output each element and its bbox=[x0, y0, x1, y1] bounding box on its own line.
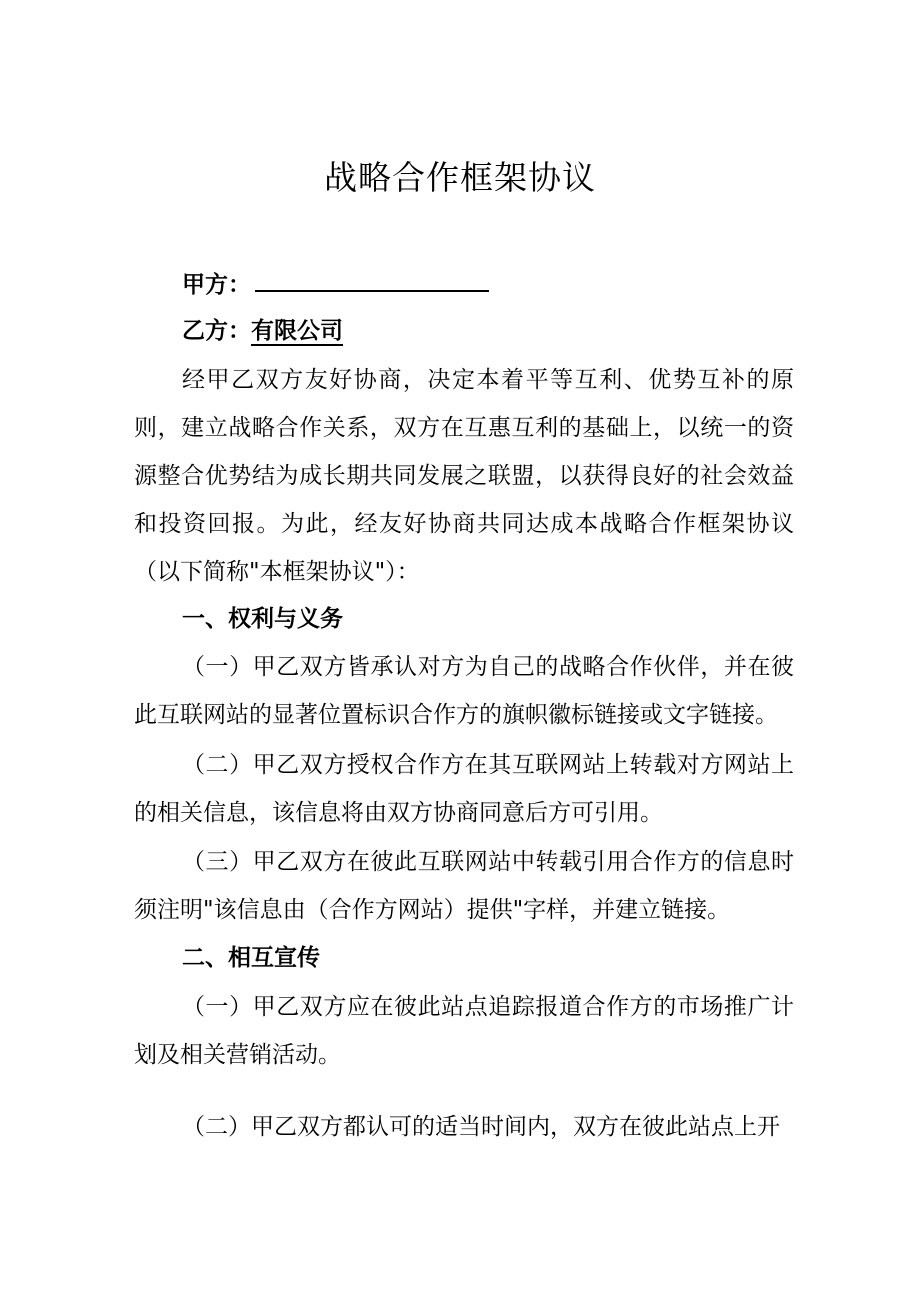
clause-paragraph: （二）甲乙双方授权合作方在其互联网站上转载对方网站上的相关信息，该信息将由双方协商同意后方可引用。 bbox=[134, 752, 794, 826]
clause-paragraph: （一）甲乙双方应在彼此站点追踪报道合作方的市场推广计划及相关营销活动。 bbox=[134, 994, 794, 1068]
party-b-value: 有限公司 bbox=[251, 318, 343, 344]
section-2-heading: 二、相互宣传 bbox=[182, 945, 320, 971]
section-2-item-2 bbox=[134, 1103, 794, 1151]
section-1-item-2 bbox=[134, 741, 794, 837]
party-b-line bbox=[182, 314, 343, 348]
clause-paragraph: （二）甲乙双方都认可的适当时间内，双方在彼此站点上开 bbox=[182, 1114, 780, 1140]
section-2-item-1 bbox=[134, 983, 794, 1079]
document-title: 战略合作框架协议 bbox=[324, 158, 596, 197]
party-b-label: 乙方： bbox=[182, 318, 251, 344]
section-1-item-1 bbox=[134, 643, 794, 739]
clause-paragraph: （三）甲乙双方在彼此互联网站中转载引用合作方的信息时须注明"该信息由（合作方网站）提供"字样，并建立链接。 bbox=[134, 849, 794, 923]
clause-paragraph: （一）甲乙双方皆承认对方为自己的战略合作伙伴，并在彼此互联网站的显著位置标识合作方的旗帜徽标链接或文字链接。 bbox=[134, 654, 794, 728]
section-1-heading: 一、权利与义务 bbox=[182, 606, 343, 632]
intro-block bbox=[134, 356, 794, 596]
intro-paragraph: 经甲乙双方友好协商，决定本着平等互利、优势互补的原则，建立战略合作关系，双方在互惠互利的基础上，以统一的资源整合优势结为成长期共同发展之联盟，以获得良好的社会效益和投资回报。为此，经友好协商共同达成本战略合作框架协议（以下简称"本框架协议"）： bbox=[134, 367, 794, 585]
party-a-line bbox=[182, 266, 489, 302]
party-a-label: 甲方： bbox=[182, 272, 251, 298]
section-1-item-3 bbox=[134, 838, 794, 934]
party-a-blank bbox=[255, 266, 489, 292]
